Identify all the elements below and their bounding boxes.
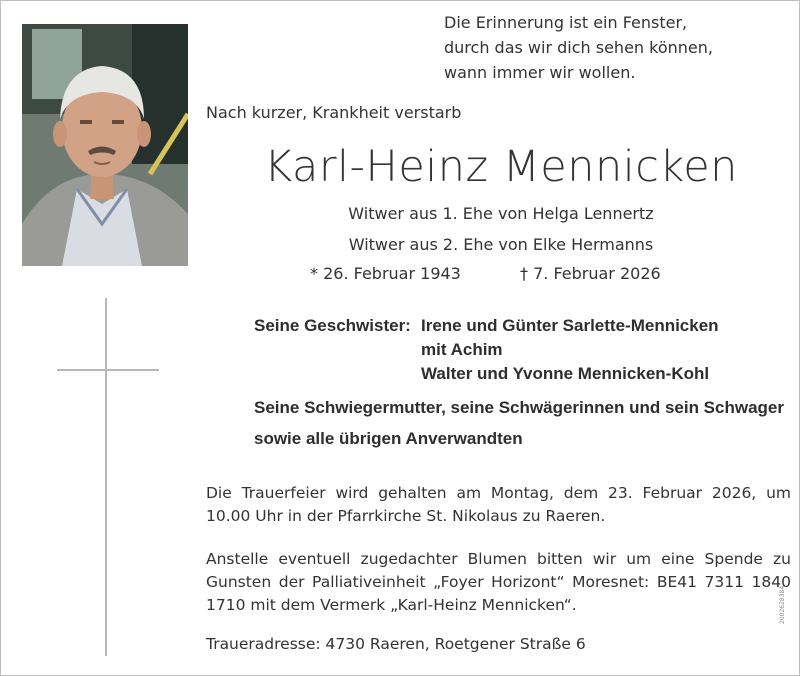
intro-text: Nach kurzer, Krankheit verstarb <box>206 103 462 122</box>
mourning-address: Traueradresse: 4730 Raeren, Roetgener Straße 6 <box>206 635 586 653</box>
portrait-photo <box>22 24 188 266</box>
widower-line-1: Witwer aus 1. Ehe von Helga Lennertz <box>348 204 654 223</box>
memorial-poem <box>444 10 713 85</box>
ad-code: 2002628384 <box>779 585 786 624</box>
sibling-1: Irene und Günter Sarlette-Mennicken <box>421 316 719 335</box>
poem-line: Die Erinnerung ist ein Fenster, <box>444 13 688 32</box>
widower-line-2: Witwer aus 2. Ehe von Elke Hermanns <box>348 235 654 254</box>
other-relatives: sowie alle übrigen Anverwandten <box>254 429 523 448</box>
service-info: Die Trauerfeier wird gehalten am Montag, dem 23. Februar 2026, um 10.00 Uhr in der Pfarrkirche St. Nikolaus zu Raeren. <box>206 484 791 525</box>
death-date: † 7. Februar 2026 <box>520 264 661 283</box>
cross-icon <box>105 298 107 656</box>
siblings-label: Seine Geschwister: <box>254 316 411 335</box>
poem-line: wann immer wir wollen. <box>444 63 636 82</box>
in-laws: Seine Schwiegermutter, seine Schwägerinnen und sein Schwager <box>254 398 784 417</box>
cross-icon-bar <box>57 369 159 371</box>
sibling-1-child: mit Achim <box>421 340 503 359</box>
poem-line: durch das wir dich sehen können, <box>444 38 713 57</box>
sibling-2: Walter und Yvonne Mennicken-Kohl <box>421 364 710 383</box>
birth-date: * 26. Februar 1943 <box>310 264 461 283</box>
deceased-name: Karl-Heinz Mennicken <box>264 142 738 192</box>
donation-info: Anstelle eventuell zugedachter Blumen bitten wir um eine Spende zu Gunsten der Palliativeinheit „Foyer Horizont“ Moresnet: BE41 7311 1840 1710 mit dem Vermerk „Karl-Heinz Mennicken“. <box>206 550 791 614</box>
